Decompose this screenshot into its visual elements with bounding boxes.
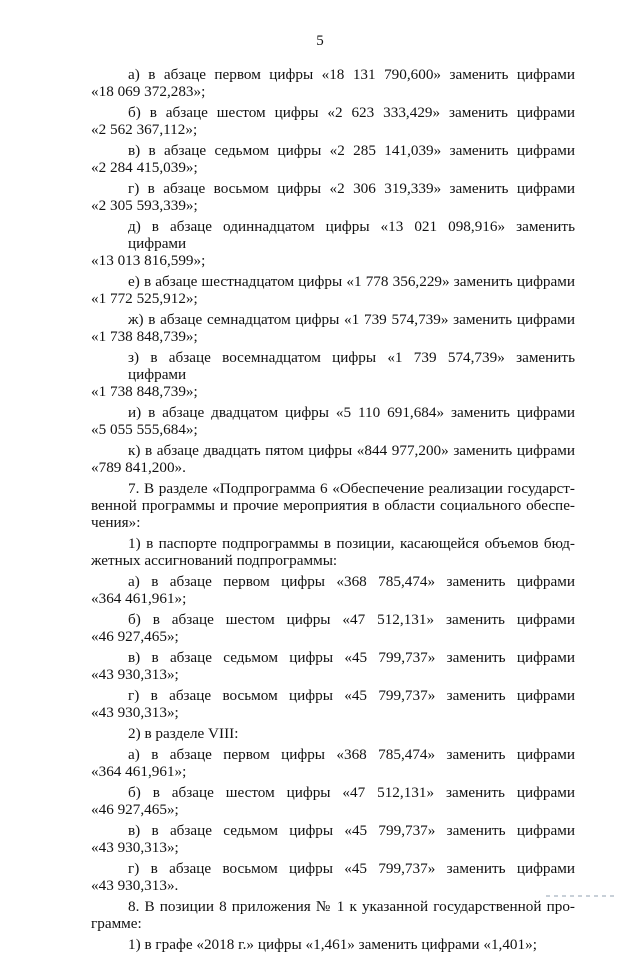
list-item xyxy=(91,442,575,476)
list-item-line: «789 841,200». xyxy=(91,459,186,476)
section-7-paragraph xyxy=(91,480,575,531)
list-item-line: б) в абзаце шестом цифры «47 512,131» заменить цифрами xyxy=(128,784,575,801)
list-item-line: а) в абзаце первом цифры «368 785,474» заменить цифрами xyxy=(128,573,575,590)
list-item xyxy=(91,822,575,856)
paragraph-line: 7. В разделе «Подпрограмма 6 «Обеспечение реализации государст- xyxy=(128,480,575,497)
paragraph-line: 2) в разделе VIII: xyxy=(128,725,239,742)
page-number: 5 xyxy=(316,33,324,49)
list-item xyxy=(91,66,575,100)
list-item-line: з) в абзаце восемнадцатом цифры «1 739 574,739» заменить цифрами xyxy=(128,349,575,383)
list-item xyxy=(91,746,575,780)
list-item-line: «2 305 593,339»; xyxy=(91,197,198,214)
list-item xyxy=(91,311,575,345)
paragraph-line: грамме: xyxy=(91,915,142,932)
list-item-line: г) в абзаце восьмом цифры «45 799,737» заменить цифрами xyxy=(128,687,575,704)
list-item xyxy=(91,273,575,307)
document-body xyxy=(91,66,575,957)
list-item-line: г) в абзаце восьмом цифры «2 306 319,339» заменить цифрами xyxy=(128,180,575,197)
paragraph-line: чения»: xyxy=(91,514,141,531)
list-item-line: в) в абзаце седьмом цифры «45 799,737» заменить цифрами xyxy=(128,649,575,666)
list-item-line: и) в абзаце двадцатом цифры «5 110 691,684» заменить цифрами xyxy=(128,404,575,421)
list-item-line: «43 930,313». xyxy=(91,877,179,894)
list-item-line: ж) в абзаце семнадцатом цифры «1 739 574,739» заменить цифрами xyxy=(128,311,575,328)
list-item-line: к) в абзаце двадцать пятом цифры «844 977,200» заменить цифрами xyxy=(128,442,575,459)
list-item-line: в) в абзаце седьмом цифры «45 799,737» заменить цифрами xyxy=(128,822,575,839)
list-item-line: 1) в графе «2018 г.» цифры «1,461» заменить цифрами «1,401»; xyxy=(128,936,537,953)
paragraph-line: 1) в паспорте подпрограммы в позиции, касающейся объемов бюд- xyxy=(128,535,575,552)
list-item-line: «2 284 415,039»; xyxy=(91,159,198,176)
paragraph-line: венной программы и прочие мероприятия в области социального обеспе- xyxy=(91,497,575,514)
list-item-line: «5 055 555,684»; xyxy=(91,421,198,438)
list-item-line: «13 013 816,599»; xyxy=(91,252,206,269)
list-item xyxy=(91,218,575,269)
list-item-line: «1 738 848,739»; xyxy=(91,328,198,345)
list-item xyxy=(91,142,575,176)
list-item xyxy=(91,611,575,645)
section-8-paragraph xyxy=(91,898,575,932)
section-viii-heading xyxy=(91,725,575,742)
list-item-line: б) в абзаце шестом цифры «2 623 333,429» заменить цифрами xyxy=(128,104,575,121)
list-item xyxy=(91,349,575,400)
list-item-line: а) в абзаце первом цифры «18 131 790,600» заменить цифрами xyxy=(128,66,575,83)
list-item xyxy=(91,860,575,894)
paragraph-line: 8. В позиции 8 приложения № 1 к указанной государственной про- xyxy=(128,898,575,915)
list-item-line: е) в абзаце шестнадцатом цифры «1 778 356,229» заменить цифрами xyxy=(128,273,575,290)
paragraph-line: жетных ассигнований подпрограммы: xyxy=(91,552,338,569)
list-item-line: д) в абзаце одиннадцатом цифры «13 021 098,916» заменить цифрами xyxy=(128,218,575,252)
list-item-line: «18 069 372,283»; xyxy=(91,83,206,100)
list-item-line: «46 927,465»; xyxy=(91,628,179,645)
list-item xyxy=(91,784,575,818)
list-item-line: г) в абзаце восьмом цифры «45 799,737» заменить цифрами xyxy=(128,860,575,877)
list-item xyxy=(91,649,575,683)
list-item-line: а) в абзаце первом цифры «368 785,474» заменить цифрами xyxy=(128,746,575,763)
list-item xyxy=(91,404,575,438)
list-item-line: «46 927,465»; xyxy=(91,801,179,818)
list-item-line: «43 930,313»; xyxy=(91,666,179,683)
list-item xyxy=(91,573,575,607)
list-item-line: б) в абзаце шестом цифры «47 512,131» заменить цифрами xyxy=(128,611,575,628)
list-item-line: «43 930,313»; xyxy=(91,839,179,856)
list-item-line: «1 738 848,739»; xyxy=(91,383,198,400)
list-item-line: «1 772 525,912»; xyxy=(91,290,198,307)
scan-artifact xyxy=(546,895,616,897)
list-item-line: «2 562 367,112»; xyxy=(91,121,198,138)
passport-paragraph xyxy=(91,535,575,569)
list-item-line: «43 930,313»; xyxy=(91,704,179,721)
list-item-line: «364 461,961»; xyxy=(91,763,187,780)
list-item xyxy=(91,936,575,953)
list-item xyxy=(91,687,575,721)
list-item-line: «364 461,961»; xyxy=(91,590,187,607)
list-item xyxy=(91,104,575,138)
list-item-line: в) в абзаце седьмом цифры «2 285 141,039» заменить цифрами xyxy=(128,142,575,159)
list-item xyxy=(91,180,575,214)
